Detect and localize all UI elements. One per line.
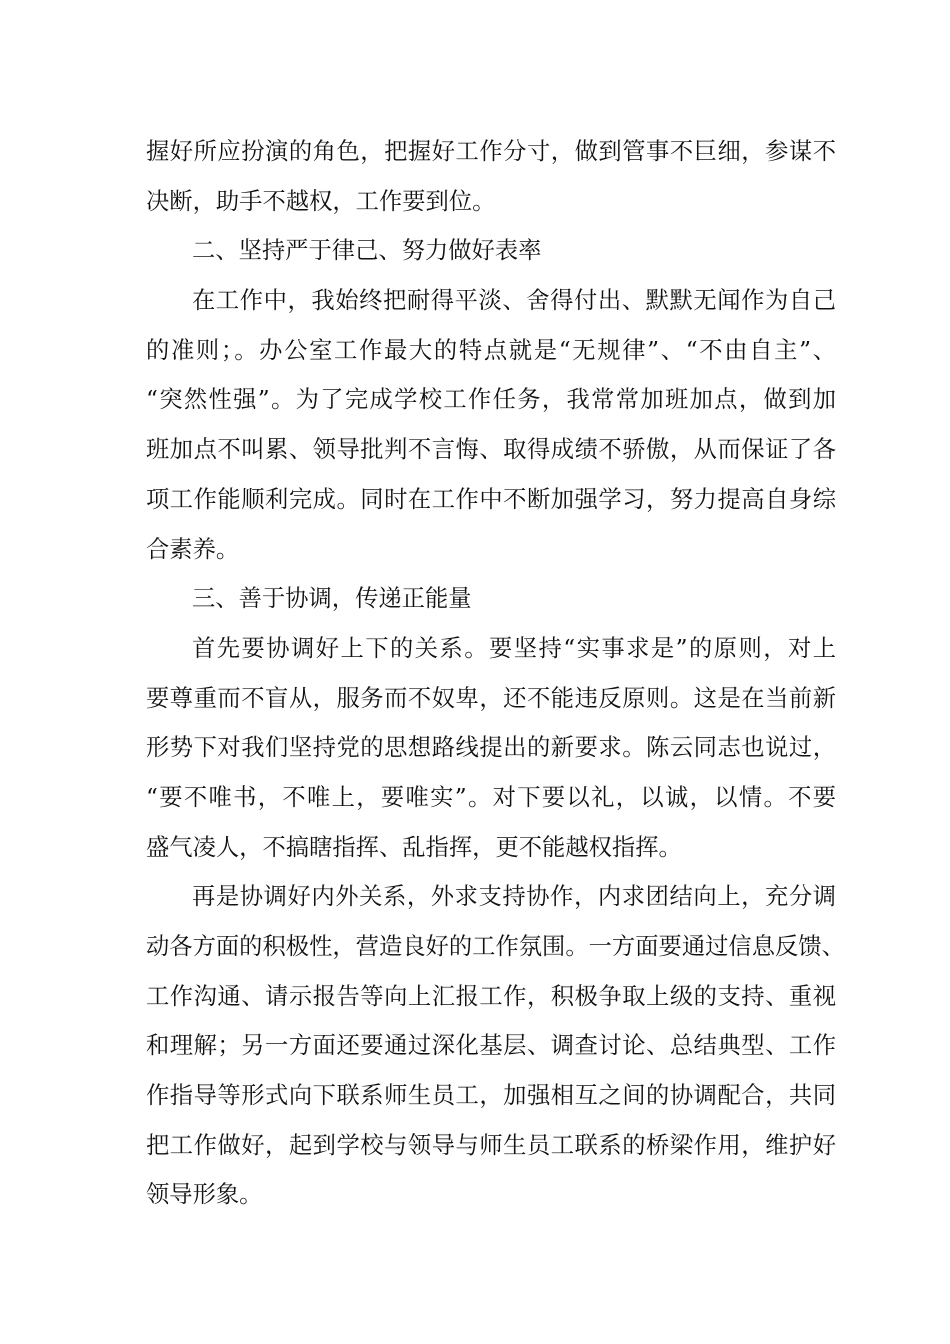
text-line: 项工作能顺利完成。同时在工作中不断加强学习，努力提高自身综 [146,485,836,513]
text-line: 二、坚持严于律己、努力做好表率 [192,237,542,265]
text-line: 作指导等形式向下联系师生员工，加强相互之间的协调配合，共同 [146,1082,836,1110]
text-line: 形势下对我们坚持党的思想路线提出的新要求。陈云同志也说过， [146,734,836,762]
text-line: 的准则；。办公室工作最大的特点就是“无规律”、“不由自主”、 [146,336,836,364]
text-line: 盛气凌人，不搞瞎指挥、乱指挥，更不能越权指挥。 [146,833,682,861]
text-line: 首先要协调好上下的关系。要坚持“实事求是”的原则，对上 [192,634,836,662]
text-line: 要尊重而不盲从，服务而不奴卑，还不能违反原则。这是在当前新 [146,684,836,712]
text-line: 领导形象。 [146,1181,263,1209]
text-line: 工作沟通、请示报告等向上汇报工作，积极争取上级的支持、重视 [146,982,836,1010]
text-line: 再是协调好内外关系，外求支持协作，内求团结向上，充分调 [192,883,836,911]
text-line: 班加点不叫累、领导批判不言悔、取得成绩不骄傲，从而保证了各 [146,436,836,464]
text-line: 和理解；另一方面还要通过深化基层、调查讨论、总结典型、工作 [146,1032,836,1060]
text-line: 决断，助手不越权，工作要到位。 [146,187,496,215]
text-line: 握好所应扮演的角色，把握好工作分寸，做到管事不巨细，参谋不 [146,138,836,165]
text-line: 把工作做好，起到学校与领导与师生员工联系的桥梁作用，维护好 [146,1131,836,1159]
text-line: 三、善于协调，传递正能量 [192,585,472,613]
text-line: 动各方面的积极性，营造良好的工作氛围。一方面要通过信息反馈、 [146,933,845,960]
text-line: 合素养。 [146,535,240,563]
text-line: “要不唯书，不唯上，要唯实”。对下要以礼，以诚，以情。不要 [146,783,836,811]
text-line: 在工作中，我始终把耐得平淡、舍得付出、默默无闻作为自己 [192,287,836,315]
document-body [146,127,845,1220]
text-line: “突然性强”。为了完成学校工作任务，我常常加班加点，做到加 [146,386,836,414]
